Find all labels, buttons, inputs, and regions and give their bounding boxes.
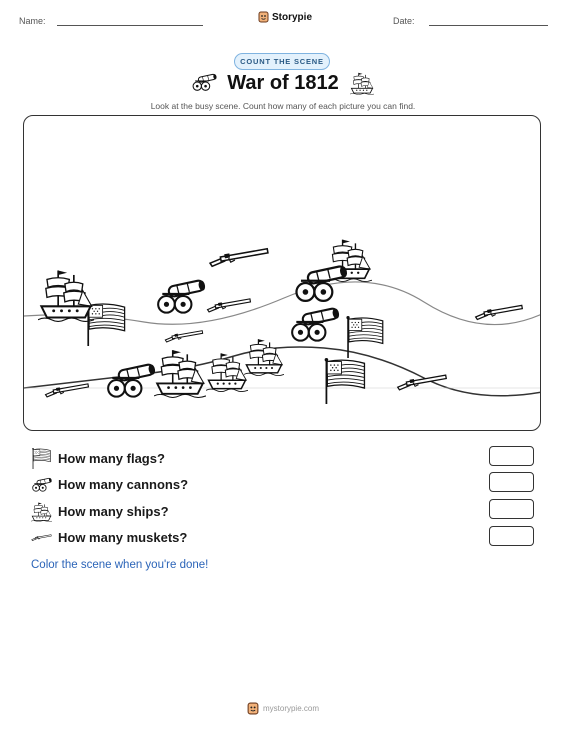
question-text: How many cannons? — [58, 476, 189, 492]
question-row-cannons — [31, 473, 188, 495]
date-label: Date: — [393, 16, 415, 26]
scene-illustration — [24, 116, 541, 431]
hill-line-front — [24, 347, 541, 396]
site-url: mystorypie.com — [262, 704, 319, 713]
answer-box-cannons[interactable] — [489, 472, 534, 492]
instructions: Look at the busy scene. Count how many of each picture you can find. — [150, 101, 416, 111]
answer-box-ships[interactable] — [489, 499, 534, 519]
brand — [258, 11, 312, 23]
counting-scene — [23, 115, 541, 431]
answer-box-muskets[interactable] — [489, 526, 534, 546]
musket-icon — [210, 249, 268, 267]
question-text: How many flags? — [58, 450, 165, 466]
ship-icon — [154, 350, 206, 397]
question-row-flags — [31, 447, 165, 469]
ship-icon — [350, 71, 374, 95]
cannon-icon — [292, 308, 340, 341]
flag-icon — [87, 302, 125, 346]
name-line[interactable] — [57, 25, 203, 26]
site-footer — [0, 702, 566, 715]
flag-icon — [325, 358, 365, 404]
musket-icon — [46, 384, 89, 397]
color-instruction: Color the scene when you're done! — [31, 559, 209, 571]
question-row-muskets — [31, 526, 187, 548]
brand-name: Storypie — [272, 11, 313, 23]
question-text: How many ships? — [58, 503, 169, 519]
musket-icon — [208, 299, 251, 312]
storypie-logo-icon — [247, 702, 259, 715]
cannon-icon — [158, 280, 206, 313]
name-label: Name: — [19, 16, 46, 26]
storypie-logo-icon — [258, 11, 269, 23]
cannon-icon — [31, 474, 52, 495]
ship-icon — [206, 353, 248, 391]
musket-icon — [165, 331, 202, 342]
question-text: How many muskets? — [58, 529, 188, 545]
cannon-icon — [108, 364, 156, 397]
ship-icon — [244, 339, 284, 375]
question-row-ships — [31, 500, 169, 522]
flag-icon — [31, 448, 52, 469]
musket-icon — [31, 527, 52, 548]
date-line[interactable] — [429, 25, 548, 26]
answer-box-flags[interactable] — [489, 446, 534, 466]
worksheet-badge: COUNT THE SCENE — [234, 53, 330, 70]
page-title: War of 1812 — [227, 72, 339, 94]
ship-icon — [31, 501, 52, 522]
ship-icon — [38, 270, 94, 321]
musket-icon — [476, 305, 523, 319]
